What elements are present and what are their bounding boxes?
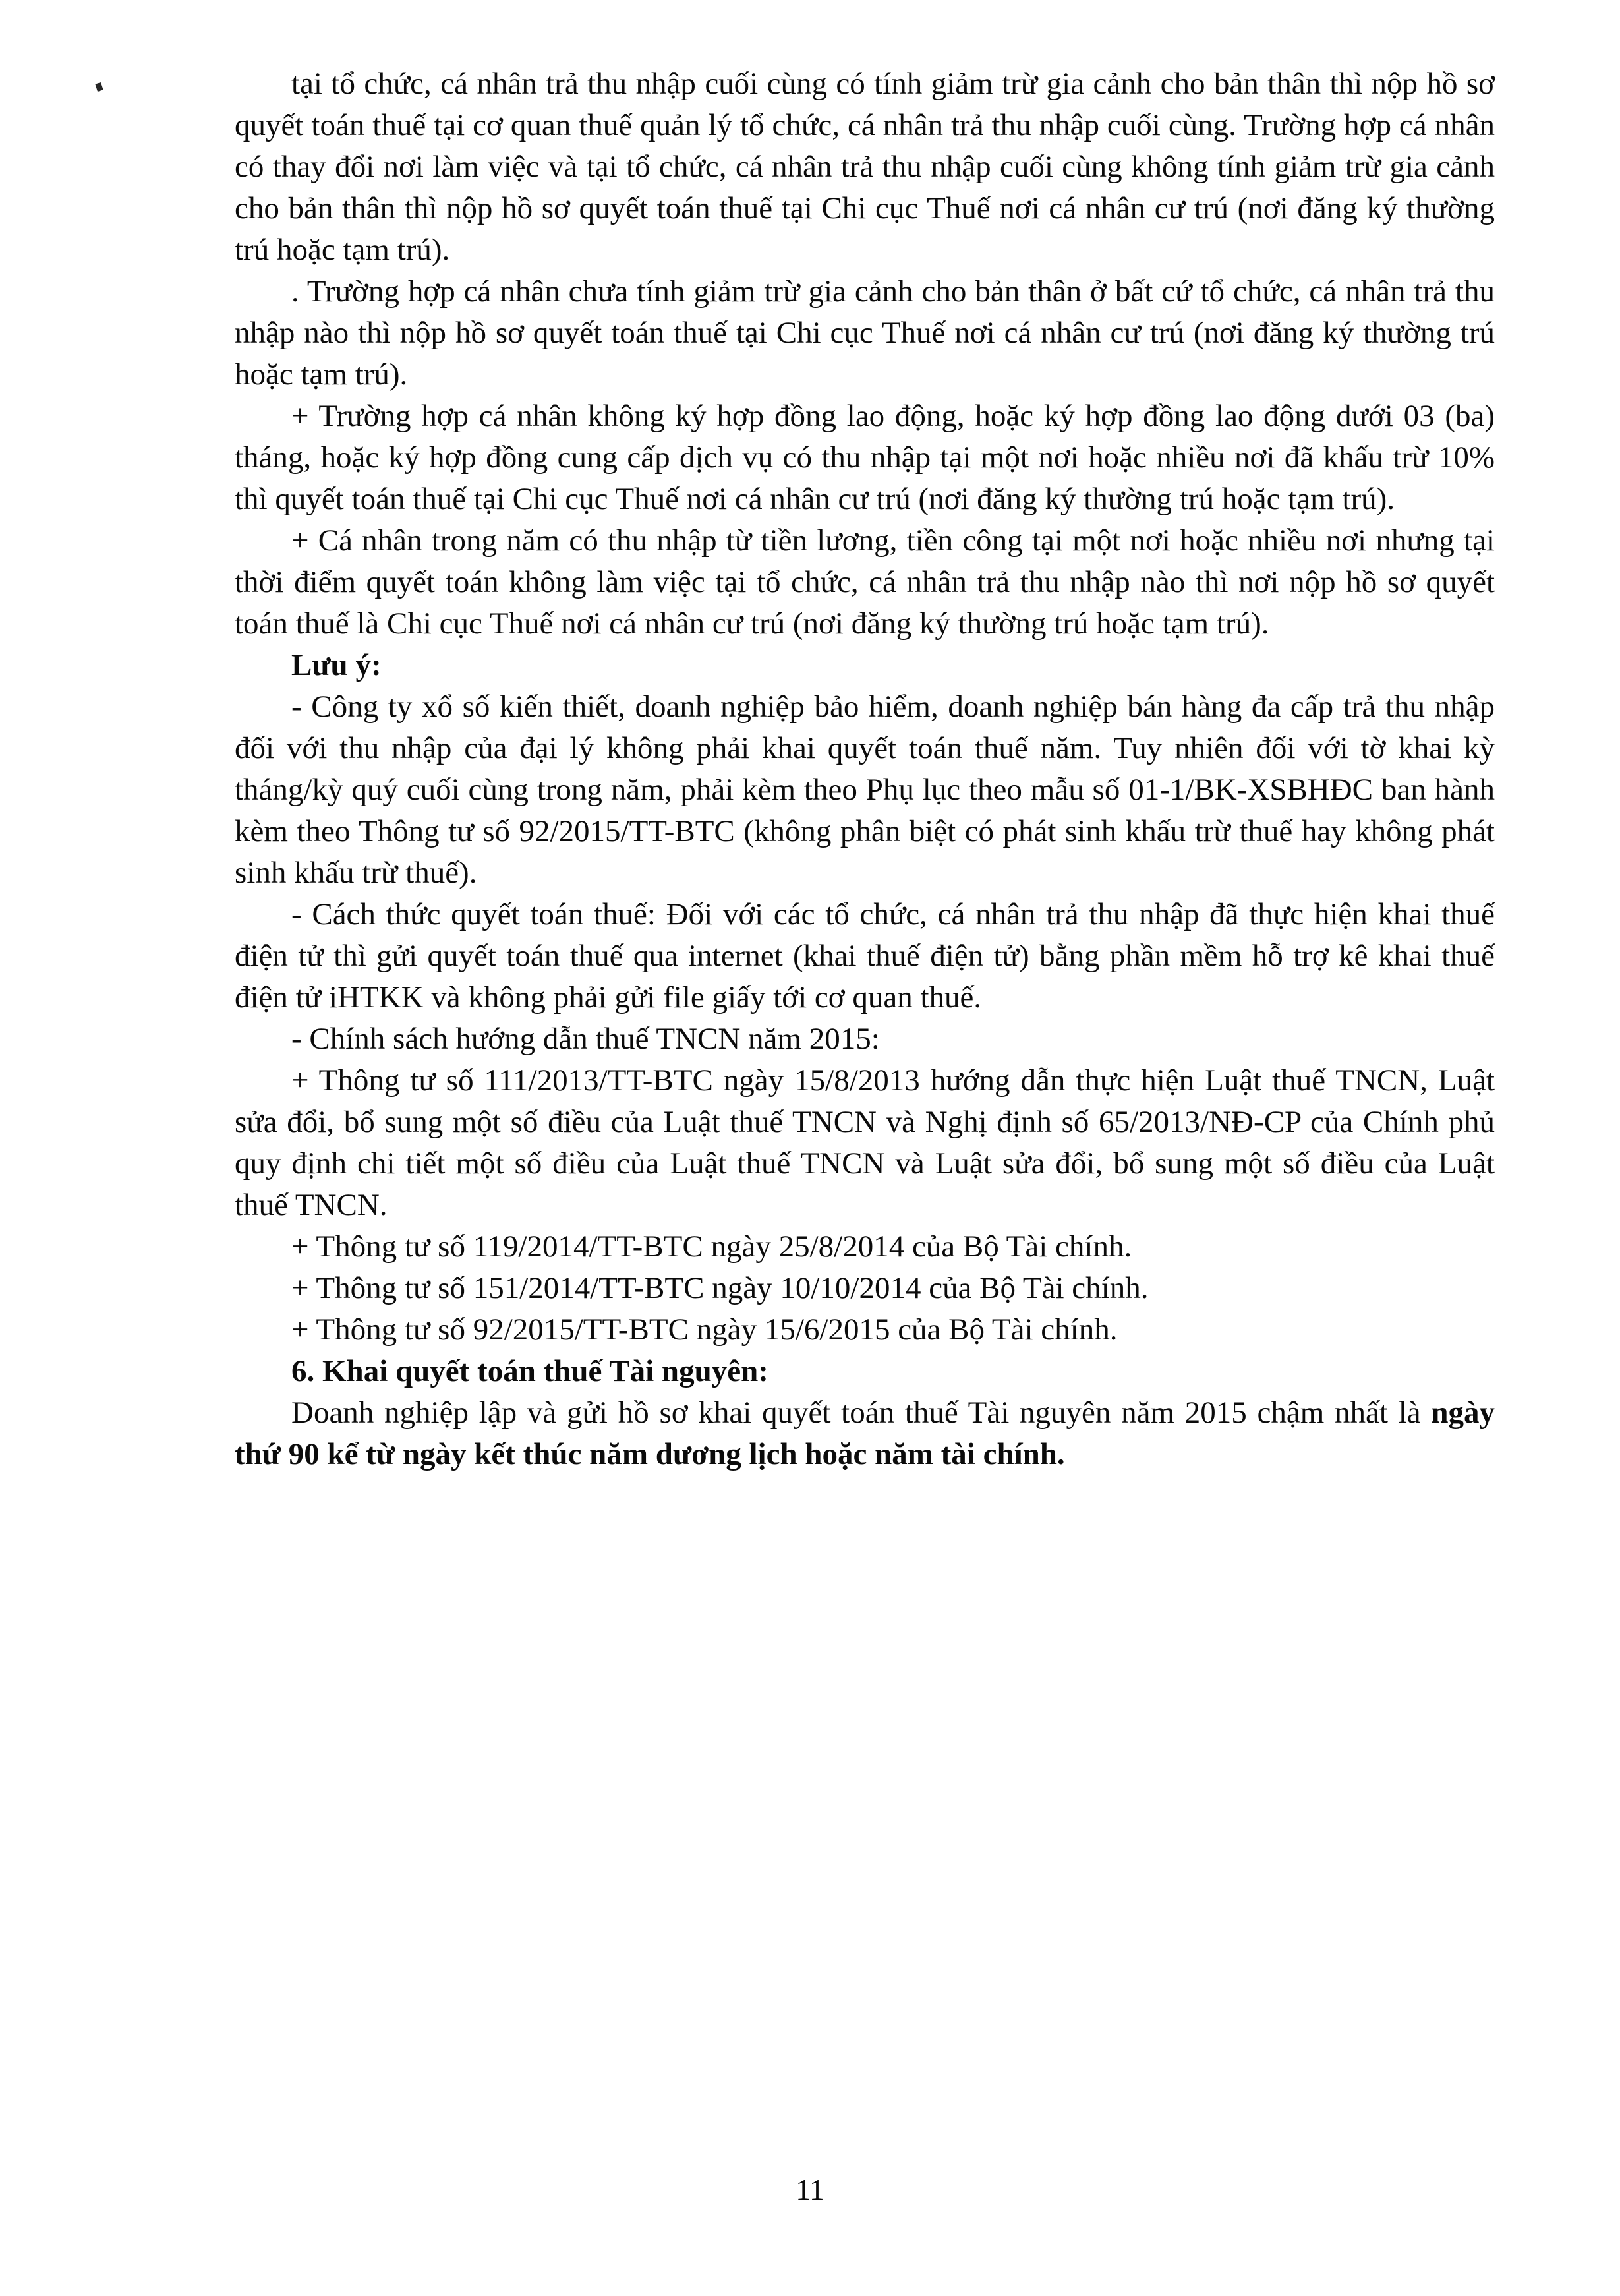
paragraph-circular-151-2014: + Thông tư số 151/2014/TT-BTC ngày 10/10/2014 của Bộ Tài chính. — [291, 1271, 1149, 1305]
paragraph-policy-guidance-2015: - Chính sách hướng dẫn thuế TNCN năm 2015: — [291, 1022, 880, 1056]
paragraph-place-of-filing-last-payer: tại tổ chức, cá nhân trả thu nhập cuối cùng có tính giảm trừ gia cảnh cho bản thân thì nộp hồ sơ quyết toán thuế tại cơ quan thuế quản lý tổ chức, cá nhân trả thu nhập cuối cùng. Trường hợp cá nhân có thay đổi nơi làm việc và tại tổ chức, cá nhân trả thu nhập cuối cùng không tính giảm trừ gia cảnh cho bản thân thì nộp hồ sơ quyết toán thuế tại Chi cục Thuế nơi cá nhân cư trú (nơi đăng ký thường trú hoặc tạm trú). — [235, 67, 1495, 267]
note-label-luu-y: Lưu ý: — [291, 648, 382, 682]
paragraph-circular-92-2015: + Thông tư số 92/2015/TT-BTC ngày 15/6/2015 của Bộ Tài chính. — [291, 1312, 1118, 1347]
paragraph-lottery-insurance-mlm: - Công ty xổ số kiến thiết, doanh nghiệp bảo hiểm, doanh nghiệp bán hàng đa cấp trả thu nhập đối với thu nhập của đại lý không phải khai quyết toán thuế năm. Tuy nhiên đối với tờ khai kỳ tháng/kỳ quý cuối cùng trong năm, phải kèm theo Phụ lục theo mẫu số 01-1/BK-XSBHĐC ban hành kèm theo Thông tư số 92/2015/TT-BTC (không phân biệt có phát sinh khấu trừ thuế hay không phát sinh khấu trừ thuế). — [235, 690, 1495, 890]
paragraph-no-labor-contract: + Trường hợp cá nhân không ký hợp đồng lao động, hoặc ký hợp đồng lao động dưới 03 (ba) tháng, hoặc ký hợp đồng cung cấp dịch vụ có thu nhập tại một nơi hoặc nhiều nơi đã khấu trừ 10% thì quyết toán thuế tại Chi cục Thuế nơi cá nhân cư trú (nơi đăng ký thường trú hoặc tạm trú). — [235, 399, 1495, 516]
paragraph-natural-resources-deadline — [235, 1392, 1495, 1475]
body-text-column — [235, 63, 1495, 1475]
paragraph-circular-119-2014: + Thông tư số 119/2014/TT-BTC ngày 25/8/2014 của Bộ Tài chính. — [291, 1229, 1132, 1264]
deadline-text-emphasis: ngày thứ 90 kể từ ngày kết thúc năm dương lịch hoặc năm tài chính. — [235, 1396, 1495, 1471]
paragraph-circular-111-2013: + Thông tư số 111/2013/TT-BTC ngày 15/8/2013 hướng dẫn thực hiện Luật thuế TNCN, Luật sửa đổi, bổ sung một số điều của Luật thuế TNCN và Nghị định số 65/2013/NĐ-CP của Chính phủ quy định chi tiết một số điều của Luật thuế TNCN và Luật sửa đổi, bổ sung một số điều của Luật thuế TNCN. — [235, 1063, 1495, 1222]
paragraph-income-multiple-places: + Cá nhân trong năm có thu nhập từ tiền lương, tiền công tại một nơi hoặc nhiều nơi nhưng tại thời điểm quyết toán không làm việc tại tổ chức, cá nhân trả thu nhập nào thì nơi nộp hồ sơ quyết toán thuế là Chi cục Thuế nơi cá nhân cư trú (nơi đăng ký thường trú hoặc tạm trú). — [235, 523, 1495, 641]
paragraph-no-deduction-anywhere: . Trường hợp cá nhân chưa tính giảm trừ gia cảnh cho bản thân ở bất cứ tổ chức, cá nhân trả thu nhập nào thì nộp hồ sơ quyết toán thuế tại Chi cục Thuế nơi cá nhân cư trú (nơi đăng ký thường trú hoặc tạm trú). — [235, 274, 1495, 392]
deadline-text-plain: Doanh nghiệp lập và gửi hồ sơ khai quyết toán thuế Tài nguyên năm 2015 chậm nhất là — [291, 1396, 1432, 1430]
section-heading-6-natural-resources-tax: 6. Khai quyết toán thuế Tài nguyên: — [291, 1354, 768, 1388]
page-number: 11 — [796, 2173, 824, 2206]
scan-artifact-speck — [95, 82, 103, 92]
paragraph-settlement-method: - Cách thức quyết toán thuế: Đối với các tổ chức, cá nhân trả thu nhập đã thực hiện khai thuế điện tử thì gửi quyết toán thuế qua internet (khai thuế điện tử) bằng phần mềm hỗ trợ kê khai thuế điện tử iHTKK và không phải gửi file giấy tới cơ quan thuế. — [235, 897, 1495, 1015]
